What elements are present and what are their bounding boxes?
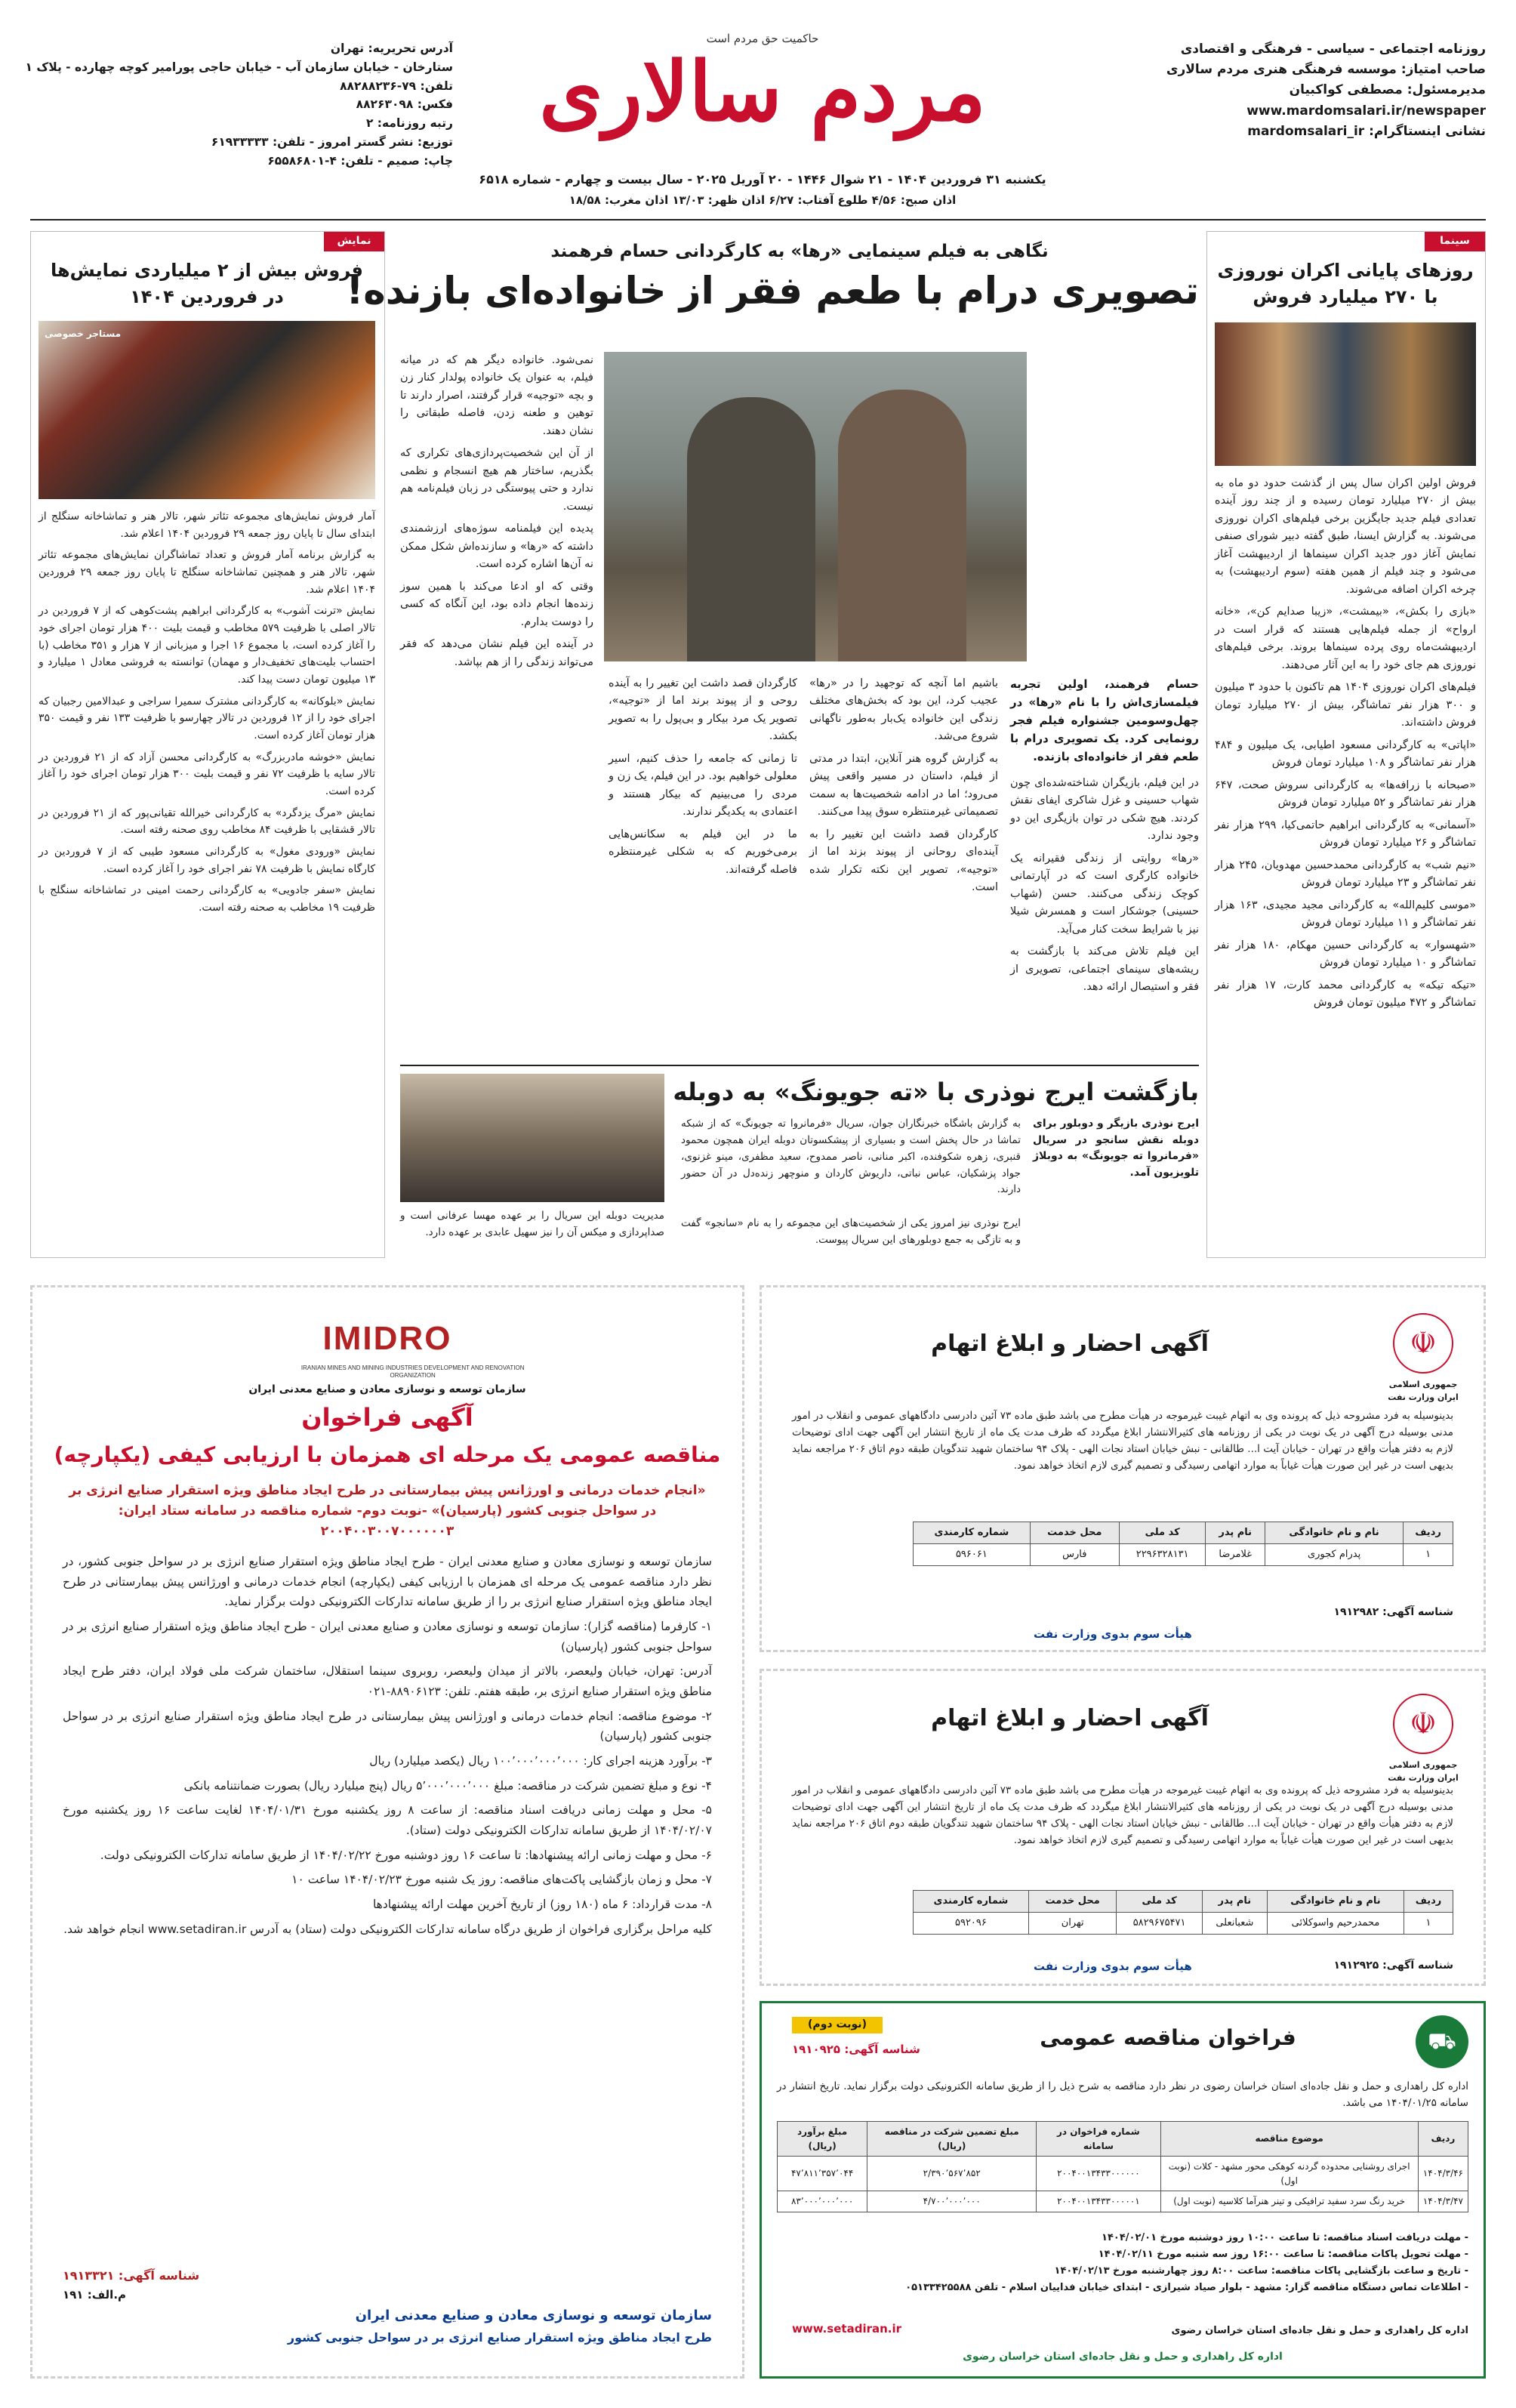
table-cell: محمدرحیم واسوکلائی: [1267, 1913, 1404, 1935]
masthead-website-link[interactable]: www.mardomsalari.ir/newspaper: [1246, 103, 1486, 119]
table-cell: ۲۰۰۴۰۰۱۳۴۳۳۰۰۰۰۰۰: [1037, 2157, 1160, 2191]
second-story: [400, 1065, 1199, 1258]
lead-para: تا زمانی که جامعه را حذف کنیم، اسیر معلولی خواهیم بود. در این فیلم، یک زن و مردی را می‌بینیم که بیکار هستند و اعتمادی به یکدیگر ندارند.: [609, 752, 797, 819]
imidro-mf: م.الف: ۱۹۱: [63, 2287, 127, 2302]
right-para: «موسی کلیم‌الله» به کارگردانی مجید مجیدی، ۱۶۳ هزار نفر تماشاگر و ۱۱ میلیارد تومان فروش: [1215, 899, 1476, 930]
logo-tagline: حاکمیت حق مردم است: [706, 32, 819, 45]
newspaper-logo: [528, 30, 997, 140]
summons1-title: آگهی احضار و ابلاغ اتهام: [931, 1330, 1209, 1357]
table-row: [778, 2191, 1468, 2212]
col-header: موضوع مناقصه: [1160, 2122, 1418, 2157]
col-header: ردیف: [1404, 1522, 1453, 1544]
lead-col-a: [1010, 775, 1199, 1001]
left-para: آمار فروش نمایش‌های مجموعه تئاتر شهر، تالار هنر و تماشاخانه سنگلج از ابتدای سال تا پایان روز جمعه ۲۹ فروردین ۱۴۰۴ اعلام شد.: [39, 510, 375, 540]
col-header: مبلغ برآورد (ریال): [778, 2122, 867, 2157]
table-cell: ۸۳٬۰۰۰٬۰۰۰٬۰۰۰: [778, 2191, 867, 2212]
lead-intro: حسام فرهمند، اولین تجربه فیلمسازی‌اش را با نام «رها» در چهل‌وسومین جشنواره فیلم فجر رونمایی کرد. یک تصویری درام با طعم فقر از خانواده‌ای بازنده.: [1010, 677, 1199, 763]
right-para: فیلم‌های اکران نوروزی ۱۴۰۴ هم تاکنون با حدود ۳ میلیون و ۳۰۰ هزار نفر تماشاگر، بیش از ۲۷۰ میلیارد تومان فروش داشته‌اند.: [1215, 681, 1476, 729]
right-para: فروش اولین اکران سال پس از گذشت حدود دو ماه به بیش از ۲۷۰ میلیارد تومان رسیده و از چند روز آینده تعدادی فیلم جدید جایگزین برخی فیلم‌های اکران نوروزی می‌شوند. به گزارش ایسنا، طبق گفته دبیر شورای صنفی نمایش آغاز دور جدید اکران سینماها از اردیبهشت آغاز می‌شود و چند فیلم از همین هفته (سوم اردیبهشت) به چرخه اکران اضافه می‌شوند.: [1215, 477, 1476, 596]
table-row: [778, 2157, 1468, 2191]
imidro-body: [63, 1552, 712, 1944]
imidro-logo: [248, 1313, 525, 1398]
left-para: نمایش «خوشه مادربزرگ» به کارگردانی محسن آزاد که از ۲۱ فروردین در تالار سایه با ظرفیت ۷۲ نفر و قیمت بلیت ۳۰۰ هزار تومان اجرای خود را آغاز کرده است.: [39, 751, 376, 798]
summons2-table-wrap: [913, 1890, 1453, 1935]
table-cell: پدرام کجوری: [1265, 1544, 1403, 1566]
road-tender-table: [777, 2121, 1468, 2212]
table-cell: خرید رنگ سرد سفید ترافیکی و تینر هنرآما کلاسیه (نوبت اول): [1160, 2191, 1418, 2212]
col-header: شماره کارمندی: [914, 1891, 1029, 1913]
imidro-footer1: سازمان توسعه و نوسازی معادن و صنایع معدنی ایران: [355, 2308, 712, 2324]
section-tag-theater: نمایش: [324, 232, 384, 251]
summons1-body: بدینوسیله به فرد مشروحه ذیل که پرونده وی به اتهام غیبت غیرموجه در هیأت مطرح می باشد طبق ماده ۷۳ آئین دادرسی دادگاههای عمومی و انقلاب در امور مدنی بوسیله درج آگهی در یک نوبت در یکی از روزنامه های کثیرالانتشار ابلاغ میگردد که ظرف مدت یک ماه از تاریخ انتشار این آگهی جهت ادای توضیحات لازم به دفتر هیأت واقع در تهران - خیابان آیت ا... طالقانی - نبش خیابان استاد نجات الهی - پلاک ۹۴ ساختمان شهید تندگویان طبقه دوم اتاق ۲۰۶ مراجعه نماید بدیهی است در غیر این صورت هیأت غیاباً به موارد اتهامی رسیدگی و تصمیم گیری لازم اتخاذ خواهد نمود.: [792, 1410, 1454, 1472]
imidro-org-line: سازمان توسعه و نوسازی معادن و صنایع معدنی ایران: [248, 1383, 526, 1396]
col-header: محل خدمت: [1028, 1891, 1117, 1913]
masthead-left: [25, 39, 453, 171]
imidro-topic: «انجام خدمات درمانی و اورژانس پیش بیمارستانی در طرح ایجاد مناطق ویژه استقرار صنایع انرژی بر در سواحل جنوبی کشور (پارسیان)» -نوبت دوم- شماره مناقصه در سامانه ستاد ایران: ۲۰۰۴۰۰۳۰۰۷۰۰۰۰۰۰۳: [69, 1483, 706, 1540]
imidro-para: آدرس: تهران، خیابان ولیعصر، بالاتر از میدان ولیعصر، روبروی سینما استقلال، ساختمان شرکت ملی فولاد ایران، دفتر طرح ایجاد مناطق ویژه استقرار صنایع انرژی بر، طبقه هفتم. تلفن: ۸۸۹۰۶۱۲۳-۰۲۱: [63, 1664, 712, 1698]
print: چاپ: صمیم - تلفن: ۴-۶۵۵۸۶۸۰۱: [267, 153, 453, 168]
iran-emblem-icon: ☫: [1393, 1313, 1453, 1374]
summons1-header-row: [914, 1522, 1453, 1544]
emblem-text: جمهوری اسلامی ایران وزارت نفت: [1388, 1380, 1459, 1403]
masthead-type: روزنامه اجتماعی - سیاسی - فرهنگی و اقتصادی: [1180, 42, 1486, 57]
editorial-address-title: آدرس تحریریه: تهران: [330, 42, 453, 55]
tender-note: - مهلت دریافت اسناد مناقصه: تا ساعت ۱۰:۰۰ روز دوشنبه مورخ ۱۴۰۴/۰۲/۰۱: [1102, 2232, 1468, 2243]
col-header: نام پدر: [1202, 1891, 1267, 1913]
lead-photo: [604, 352, 1027, 661]
lead-para: به گزارش گروه هنر آنلاین، ابتدا در مدتی از فیلم، داستان در مسیر واقعی پیش می‌رود؛ اما در ادامه شخصیت‌ها به سمت تصمیماتی غیرمنتظره سوق پیدا می‌کنند.: [809, 752, 998, 819]
table-cell: ۵۸۲۹۶۷۵۴۷۱: [1117, 1913, 1202, 1935]
imidro-para: ۳- برآورد هزینه اجرای کار: ۱۰۰٬۰۰۰٬۰۰۰٬۰۰۰ ریال (یکصد میلیارد) ریال: [369, 1753, 712, 1768]
date-line: یکشنبه ۳۱ فروردین ۱۴۰۴ - ۲۱ شوال ۱۴۴۶ - ۲۰ آوریل ۲۰۲۵ - سال بیست و چهارم - شماره ۶۵۱۸: [479, 172, 1046, 187]
summons1-code: شناسه آگهی: ۱۹۱۲۹۸۲: [1333, 1606, 1453, 1618]
table-cell: ۱۴۰۴/۳/۴۷: [1418, 2191, 1468, 2212]
fax: فکس: ۸۸۲۶۳۰۹۸: [356, 97, 453, 112]
theater-posters-image: [39, 321, 375, 499]
summons1-table: [913, 1522, 1453, 1566]
right-para: «نیم شب» به کارگردانی محمدحسین مهدویان، ۲۴۵ هزار نفر تماشاگر و ۲۳ میلیارد تومان فروش: [1215, 859, 1476, 890]
lead-para: وقتی که او ادعا می‌کند با همین سوز زنده‌ها انجام داده بود، این آنگاه که کسی را دوست بدارم.: [400, 580, 593, 628]
imidro-para: ۱- کارفرما (مناقصه گزار): سازمان توسعه و نوسازی معادن و صنایع معدنی ایران - طرح ایجاد مناطق ویژه استقرار صنایع انرژی بر در سواحل جنوبی کشور (پارسیان): [63, 1619, 712, 1654]
left-column: [30, 231, 385, 1258]
lead-para: نمی‌شود. خانواده دیگر هم که در میانه فیلم، به عنوان یک خانواده پولدار کنار زن و بچه «توجیه» قرار گرفتند، اصرار دارند تا توهین و طعنه زدن، فاصله طبقاتی را نشان دهند.: [400, 354, 593, 437]
summons2-signer: هیأت سوم بدوی وزارت نفت: [1034, 1959, 1192, 1973]
imidro-para: ۸- مدت قرارداد: ۶ ماه (۱۸۰ روز) از تاریخ آخرین مهلت ارائه پیشنهادها: [372, 1897, 712, 1911]
summons-ad-1: [760, 1285, 1486, 1652]
table-cell: ۲۲۹۶۳۲۸۱۳۱: [1119, 1544, 1206, 1566]
imidro-para: کلیه مراحل برگزاری فراخوان از طریق درگاه سامانه تدارکات الکترونیکی دولت (ستاد) به آدرس www.setadiran.ir انجام خواهد شد.: [63, 1922, 712, 1936]
road-tender-title: فراخوان مناقصه عمومی: [1040, 2025, 1296, 2050]
lead-col-b: [809, 675, 998, 902]
masthead-right: [1093, 39, 1486, 142]
right-body: [1215, 475, 1476, 1017]
second-body-a: به گزارش باشگاه خبرنگاران جوان، سریال «فرمانروا ته جویونگ» که از شبکه تماشا در حال پخش است و بسیاری از پیشکسوتان دوبله ایران همچون محمود قنبری، زهره شکوفنده، اکبر منانی، ناصر ممدوح، سعید مظفری، مینو غزنوی، جواد پزشکیان، عباس نباتی، داریوش کاردان و منوچهر زنده‌دل در آن حضور دارند.: [681, 1118, 1021, 1196]
road-tender-notes: [777, 2230, 1468, 2296]
lead-para: ما در این فیلم به سکانس‌هایی برمی‌خوریم که به شکلی غیرمنتظره فاصله گرفته‌اند.: [609, 828, 797, 876]
tender-note: - تاریخ و ساعت بازگشایی پاکات مناقصه: ساعت ۸:۰۰ روز چهارشنبه مورخ ۱۴۰۴/۰۲/۱۳: [1054, 2265, 1468, 2277]
lead-para: پدیده این فیلمنامه سوژه‌های ارزشمندی داشته که «رها» و سازنده‌اش شکل ممکن نه آن‌ها اشاره کرده است.: [400, 523, 593, 571]
imidro-para: سازمان توسعه و نوسازی معادن و صنایع معدنی ایران - طرح ایجاد مناطق ویژه استقرار صنایع انرژی بر در سواحل جنوبی کشور، در نظر دارد مناقصه عمومی یک مرحله ای همزمان با ارزیابی کیفی (یکپارچه) انجام خدمات درمانی و اورژانس پیش بیمارستانی در طرح ایجاد مناطق ویژه استقرار صنایع انرژی بر را از طریق سامانه تدارکات الکترونیکی دولت برگزار نماید.: [63, 1555, 712, 1609]
masthead-editor: مدیرمسئول: مصطفی کواکبیان: [1289, 82, 1486, 98]
lead-para: کارگردان قصد داشت این تغییر را به آینده‌ای روحانی از پیوند بزند اما از «توجیه»، تصویر این نکته تکرار شده است.: [809, 828, 998, 894]
road-tender-code: شناسه آگهی: ۱۹۱۰۹۲۵: [792, 2043, 920, 2056]
azan-line: اذان صبح: ۴/۵۶ طلوع آفتاب: ۶/۲۷ اذان ظهر: ۱۳/۰۳ اذان مغرب: ۱۸/۵۸: [568, 193, 957, 207]
lead-para: «رها» روایتی از زندگی فقیرانه یک خانواده کارگری است که در آپارتمانی کوچک زندگی می‌کنند. حسن (شهاب حسینی) جوشکار است و همسرش شیلا نیز با شرایط سخت کنار می‌آید.: [1010, 852, 1199, 936]
table-cell: غلامرضا: [1206, 1544, 1265, 1566]
table-cell: ۵۹۲۰۹۶: [914, 1913, 1029, 1935]
left-para: نمایش «ورودی مغول» به کارگردانی مسعود طیبی که از ۷ فروردین در کارگاه نمایش با ظرفیت ۷۸ نفر اجرای خود را آغاز کرده است.: [39, 846, 375, 875]
col-header: کد ملی: [1119, 1522, 1206, 1544]
lead-para: در این فیلم، بازیگران شناخته‌شده‌ای چون شهاب حسینی و غزل شاکری ایفای نقش کردند. هیچ شکی در توان بازیگری این دو وجود ندارد.: [1010, 777, 1199, 843]
table-cell: ۱۴۰۴/۳/۴۶: [1418, 2157, 1468, 2191]
right-para: «تیکه تیکه» به کارگردانی محمد کارت، ۱۷ هزار نفر تماشاگر و ۴۷۲ میلیون تومان فروش: [1215, 979, 1476, 1010]
table-cell: ۲۰۰۴۰۰۱۳۴۳۳۰۰۰۰۰۱: [1037, 2191, 1160, 2212]
phone: تلفن: ۷۹-۸۸۲۸۸۲۳۶: [340, 79, 453, 93]
col-header: محل خدمت: [1030, 1522, 1119, 1544]
section-tag-cinema: سینما: [1425, 232, 1485, 251]
summons2-table: [913, 1890, 1453, 1935]
right-column: [1206, 231, 1486, 1258]
table-cell: تهران: [1028, 1913, 1117, 1935]
imidro-para: ۵- محل و مهلت زمانی دریافت اسناد مناقصه: از ساعت ۸ روز یکشنبه مورخ ۱۴۰۴/۰۱/۳۱ لغایت ساعت ۱۶ روز یکشنبه مورخ ۱۴۰۴/۰۲/۰۷ از طریق سامانه تدارکات الکترونیکی دولت (ستاد).: [63, 1803, 712, 1837]
iran-emblem-icon: ☫: [1393, 1694, 1453, 1754]
table-cell: ۲/۳۹۰٬۵۶۷٬۸۵۲: [867, 2157, 1037, 2191]
editorial-address: ستارخان - خیابان سازمان آب - خیابان حاجی پورامیر کوچه چهارده - پلاک ۱: [25, 60, 453, 74]
road-org-logo: ⛟: [1416, 2015, 1468, 2068]
table-cell: ۵۹۶۰۶۱: [914, 1544, 1031, 1566]
tender-header-row: [778, 2122, 1468, 2157]
distribution: توزیع: نشر گستر امروز - تلفن: ۶۱۹۳۳۳۳۳: [211, 134, 453, 149]
left-para: نمایش «بلوکانه» به کارگردانی مشترک سمیرا سراجی و عبدالامین رجبیان که اجرای خود را از ۱۲ فروردین در تالار چهارسو با ظرفیت ۱۳۳ نفر و قیمت ۳۵۰ هزار تومان آغاز کرده است.: [39, 695, 375, 742]
imidro-footer2: طرح ایجاد مناطق ویژه استقرار صنایع انرژی بر در سواحل جنوبی کشور: [287, 2330, 712, 2345]
photo-figure-woman: [838, 390, 966, 661]
col-header: نام و نام خانوادگی: [1267, 1891, 1404, 1913]
left-body: [39, 508, 375, 921]
col-header: کد ملی: [1117, 1891, 1202, 1913]
imidro-para: ۶- محل و مهلت زمانی ارائه پیشنهادها: تا ساعت ۱۶ روز دوشنبه مورخ ۱۴۰۴/۰۲/۲۲ از طریق سامانه تدارکات الکترونیکی دولت.: [100, 1848, 712, 1862]
left-para: نمایش «ترنت آشوب» به کارگردانی ابراهیم پشت‌کوهی که از ۷ فروردین در تالار اصلی با ظرفیت ۵۷۹ مخاطب و قیمت بلیت ۴۰۰ هزار تومان اجرای خود را آغاز کرده است، با مجموع ۱۶ اجرا و میزبانی از ۷ هزار و ۳۵۱ مخاطب (با احتساب بلیت‌های تخفیف‌دار و مهمان) توانسته به فروشی معادل ۱ میلیارد و ۱۳ میلیون تومان دست پیدا کند.: [39, 605, 376, 686]
lead-headline: تصویری درام با طعم فقر از خانواده‌ای بازنده!: [346, 269, 1199, 313]
road-tender-intro: اداره کل راهداری و حمل و نقل جاده‌ای استان خراسان رضوی در نظر دارد مناقصه به شرح ذیل را از طریق سامانه الکترونیکی دولت برگزار نماید. تاریخ انتشار در سامانه ۱۴۰۴/۰۱/۲۵ می باشد.: [777, 2080, 1468, 2109]
imidro-code: شناسه آگهی: ۱۹۱۳۳۲۱: [63, 2268, 200, 2283]
masthead-instagram[interactable]: نشانی اینستاگرام: mardomsalari_ir: [1247, 123, 1486, 139]
col-header: ردیف: [1404, 1891, 1453, 1913]
cinema-posters-image: [1215, 322, 1476, 466]
photo-figure-man: [687, 397, 815, 661]
road-tender-ad: [760, 2001, 1486, 2379]
second-body-c: ایرج نوذری نیز امروز یکی از شخصیت‌های این مجموعه را به نام «سانجو» گفت و به تازگی به جمع دوبلورهای این سریال پیوست.: [681, 1217, 1021, 1246]
right-para: «صبحانه با زرافه‌ها» به کارگردانی سروش صحت، ۶۴۷ هزار نفر تماشاگر و ۵۲ میلیارد تومان فروش: [1215, 779, 1476, 809]
tender-note: - اطلاعات تماس دستگاه مناقصه گزار: مشهد - بلوار صیاد شیرازی - ابتدای خیابان فداییان اسلام - تلفن ۰۵۱۳۳۴۲۵۵۸۸: [905, 2282, 1468, 2294]
right-headline: روزهای پایانی اکران نوروزی با ۲۷۰ میلیارد فروش: [1217, 260, 1474, 307]
lead-para: در آینده این فیلم نشان می‌دهد که فقر می‌تواند زندگی را از هم بپاشد.: [400, 638, 593, 668]
imidro-para: ۴- نوع و مبلغ تضمین شرکت در مناقصه: مبلغ ۵٬۰۰۰٬۰۰۰٬۰۰۰ ریال (پنج میلیارد ریال) بصورت ضمانتنامه بانکی: [183, 1778, 712, 1793]
imidro-logo-text: IMIDRO: [322, 1320, 452, 1357]
road-tender-table-wrap: [777, 2121, 1468, 2212]
rank: رتبه روزنامه: ۲: [365, 116, 453, 131]
lead-kicker: نگاهی به فیلم سینمایی «رها» به کارگردانی حسام فرهمند: [550, 242, 1049, 261]
col-header: مبلغ تضمین شرکت در مناقصه (ریال): [867, 2122, 1037, 2157]
left-para: به گزارش برنامه آمار فروش و تعداد تماشاگران نمایش‌های مجموعه تئاتر شهر، تالار هنر و همچنین تماشاخانه سنگلج تا پایان روز جمعه ۲۹ فروردین ۱۴۰۴ اعلام شد.: [39, 549, 375, 596]
right-para: «شهسوار» به کارگردانی حسین مهکام، ۱۸۰ هزار نفر تماشاگر و ۱۰ میلیارد تومان فروش: [1215, 939, 1476, 970]
second-headline: بازگشت ایرج نوذری با «ته جویونگ» به دوبله: [673, 1078, 1199, 1106]
dubbing-group-photo: [400, 1074, 664, 1202]
road-tender-footer: اداره کل راهداری و حمل و نقل جاده‌ای استان خراسان رضوی: [963, 2351, 1283, 2363]
summons2-title: آگهی احضار و ابلاغ اتهام: [931, 1705, 1209, 1731]
imidro-tender-ad: [30, 1285, 744, 2379]
second-lead: ایرج نوذری بازیگر و دوبلور برای دوبله نقش سانجو در سریال «فرمانروا ته جویونگ» به دوبلاژ تلویزیون آمد.: [1032, 1118, 1199, 1179]
col-header: شماره کارمندی: [914, 1522, 1031, 1544]
road-tender-site-link[interactable]: www.setadiran.ir: [792, 2322, 902, 2336]
lead-col-c: [609, 675, 797, 883]
summons2-code: شناسه آگهی: ۱۹۱۲۹۲۵: [1333, 1959, 1453, 1972]
masthead-owner: صاحب امتیاز: موسسه فرهنگی هنری مردم سالاری: [1166, 62, 1486, 78]
left-para: نمایش «مرگ یزدگرد» به کارگردانی خیرالله تقیانی‌پور که از ۲۱ فروردین در تالار قشقایی با ظرفیت ۸۴ مخاطب روی صحنه رفته است.: [39, 806, 375, 837]
table-cell: فارس: [1030, 1544, 1119, 1566]
table-cell: ۴/۷۰۰٬۰۰۰٬۰۰۰: [867, 2191, 1037, 2212]
imidro-title: آگهی فراخوان: [301, 1403, 473, 1432]
table-cell: اجرای روشنایی محدوده گردنه کوهکی محور مشهد - کلات (نوبت اول): [1160, 2157, 1418, 2191]
imidro-logo-sub: IRANIAN MINES AND MINING INDUSTRIES DEVELOPMENT AND RENOVATION ORGANIZATION: [300, 1364, 525, 1379]
lead-para: از آن این شخصیت‌پردازی‌های تکراری که بگذریم، ساختار هم هیچ انسجام و نظمی ندارد و حتی پیوستگی در زبان فیلم‌نامه هم نیست.: [400, 447, 593, 513]
summons-ad-2: [760, 1669, 1486, 1986]
emblem-text: جمهوری اسلامی ایران وزارت نفت: [1388, 1760, 1459, 1784]
imidro-subtitle: مناقصه عمومی یک مرحله ای همزمان با ارزیابی کیفی (یکپارچه): [54, 1442, 721, 1467]
table-cell: ۱: [1404, 1544, 1453, 1566]
road-tender-org: اداره کل راهداری و حمل و نقل جاده‌ای استان خراسان رضوی: [1171, 2325, 1468, 2336]
lead-para: کارگردان قصد داشت این تغییر را به آینده روحی و از پیوند برند اما از «توجیه»، تصویر یک مرد بیکار و بی‌پول را به تصویر بکشد.: [609, 677, 797, 743]
tender-note: - مهلت تحویل پاکات مناقصه: تا ساعت ۱۶:۰۰ روز سه شنبه مورخ ۱۴۰۴/۰۲/۱۱: [1098, 2249, 1468, 2261]
poster-caption: مستاجر خصوصی: [45, 328, 122, 339]
lead-col-d: [400, 352, 593, 676]
logo-text: مردم سالاری: [539, 45, 986, 140]
col-header: ردیف: [1418, 2122, 1468, 2157]
road-tender-badge: (نوبت دوم): [792, 2017, 883, 2033]
table-cell: ۱: [1404, 1913, 1453, 1935]
summons1-signer: هیأت سوم بدوی وزارت نفت: [1034, 1627, 1192, 1641]
right-para: «اپاتی» به کارگردانی مسعود اطیابی، یک میلیون و ۴۸۴ هزار نفر تماشاگر و ۱۰۸ میلیارد تومان فروش: [1215, 738, 1476, 769]
imidro-para: ۲- موضوع مناقصه: انجام خدمات درمانی و اورژانس پیش بیمارستانی در طرح ایجاد مناطق ویژه استقرار صنایع انرژی بر در سواحل جنوبی کشور (پارسیان): [63, 1709, 712, 1744]
masthead-divider: [30, 219, 1486, 220]
table-cell: شعبانعلی: [1202, 1913, 1267, 1935]
right-para: «آسمانی» به کارگردانی ابراهیم حاتمی‌کیا، ۲۹۹ هزار نفر تماشاگر و ۲۶ میلیارد تومان فروش: [1215, 819, 1476, 849]
col-header: شماره فراخوان در سامانه: [1037, 2122, 1160, 2157]
summons2-header-row: [914, 1891, 1453, 1913]
summons2-body: بدینوسیله به فرد مشروحه ذیل که پرونده وی به اتهام غیبت غیرموجه در هیأت مطرح می باشد طبق ماده ۷۳ آئین دادرسی دادگاههای عمومی و انقلاب در امور مدنی بوسیله درج آگهی در یک نوبت در یکی از روزنامه های کثیرالانتشار ابلاغ میگردد که ظرف مدت یک ماه از تاریخ انتشار این آگهی جهت ادای توضیحات لازم به دفتر هیأت واقع در تهران - خیابان آیت ا... طالقانی - نبش خیابان استاد نجات الهی - پلاک ۹۴ ساختمان شهید تندگویان طبقه دوم اتاق ۲۰۶ مراجعه نماید بدیهی است در غیر این صورت هیأت غیاباً به موارد اتهامی رسیدگی و تصمیم گیری لازم اتخاذ خواهد نمود.: [792, 1784, 1454, 1846]
left-para: نمایش «سفر جادویی» به کارگردانی رحمت امینی در تماشاخانه سنگلج با ظرفیت ۱۹ مخاطب به صحنه رفته است.: [39, 884, 375, 914]
imidro-para: ۷- محل و زمان بازگشایی پاکت‌های مناقصه: روز یک شنبه مورخ ۱۴۰۴/۰۲/۲۳ ساعت ۱۰: [291, 1873, 712, 1887]
table-row: [914, 1544, 1453, 1566]
right-para: «بازی را بکش»، «بیمشت»، «زیبا صدایم کن»، «خانه ارواح» از جمله فیلم‌هایی هستند که قرار است در اردیبهشت‌ماه روی پرده سینماها بروند. برخی فیلم‌های نوروزی هم جای خود را به این آثار می‌دهند.: [1215, 606, 1476, 671]
left-headline: فروش بیش از ۲ میلیاردی نمایش‌ها در فروردین ۱۴۰۴: [51, 260, 363, 307]
col-header: نام پدر: [1206, 1522, 1265, 1544]
table-row: [914, 1913, 1453, 1935]
lead-para: باشیم اما آنچه که توجهید را در «رها» عجیب کرد، این بود که بخش‌های مختلف زندگی این خانواده یک‌بار به‌طور ناگهانی شروع می‌شد.: [809, 677, 998, 743]
lead-para: این فیلم تلاش می‌کند با بازگشت به ریشه‌های سینمای اجتماعی، تصویری از فقر و استیصال ارائه دهد.: [1010, 945, 1199, 994]
table-cell: ۴۷٬۸۱۱٬۳۵۷٬۰۴۴: [778, 2157, 867, 2191]
second-body-b: مدیریت دوبله این سریال را بر عهده مهسا عرفانی است و صداپردازی و میکس آن را نیز سهیل عابدی بر عهده دارد.: [400, 1210, 664, 1238]
summons1-table-wrap: [913, 1522, 1453, 1566]
col-header: نام و نام خانوادگی: [1265, 1522, 1403, 1544]
